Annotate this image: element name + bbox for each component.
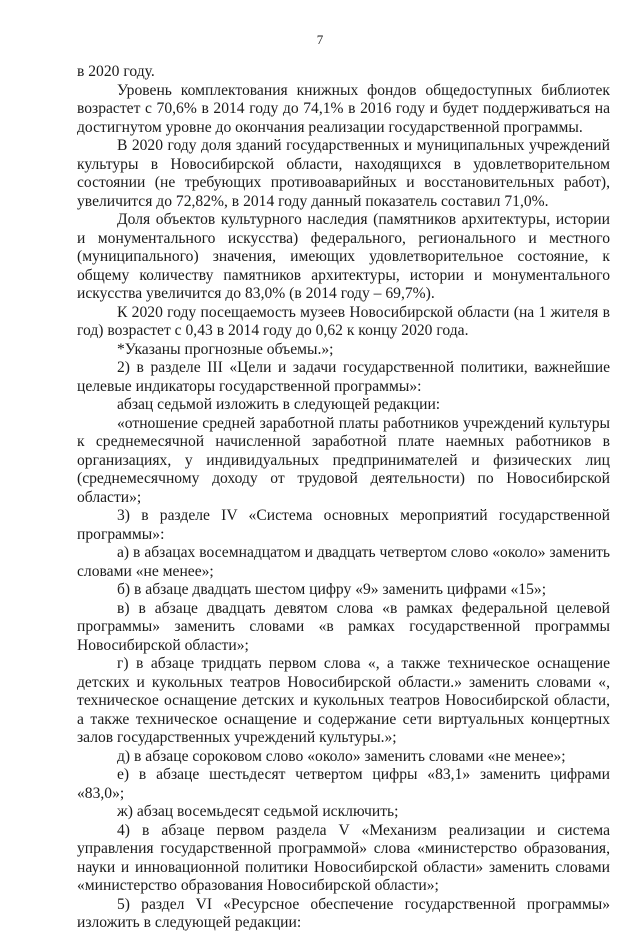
paragraph-forecast-note: *Указаны прогнозные объемы.»;: [117, 340, 334, 358]
paragraph-salary-ratio: «отношение средней заработной платы работников учреждений культуры к среднемесячной начисленной заработной плате наемных работников в организациях, у индивидуальных предпринимателей и физических лиц (среднемесячному доходу от трудовой деятельности) по Новосибирской области»;: [77, 414, 610, 506]
paragraph-library-funds: Уровень комплектования книжных фондов общедоступных библиотек возрастет с 70,6% в 2014 году до 74,1% в 2016 году и будет поддерживаться на достигнутом уровне до окончания реализации государственной программы.: [77, 81, 610, 136]
paragraph-item-zh: ж) абзац восемьдесят седьмой исключить;: [117, 803, 399, 820]
paragraph-section-6: 5) раздел VI «Ресурсное обеспечение государственной программы» изложить в следующей редакции:: [77, 895, 610, 931]
paragraph-section-4: 3) в разделе IV «Система основных мероприятий государственной программы»:: [77, 507, 610, 543]
paragraph-section-5: 4) в абзаце первом раздела V «Механизм реализации и система управления государственной программой» слова «министерство образования, науки и инновационной политики Новосибирской области» заменить словами «министерство образования Новосибирской области»;: [77, 821, 610, 894]
paragraph-heritage-objects: Доля объектов культурного наследия (памятников архитектуры, истории и монументального искусства) федерального, регионального и местного (муниципального) значения, имеющих удовлетворительное состояние, к общему количеству памятников архитектуры, истории и монументального искусства увеличится до 83,0% (в 2014 году – 69,7%).: [77, 211, 610, 302]
paragraph-section-3: 2) в разделе III «Цели и задачи государственной политики, важнейшие целевые индикаторы государственной программы»:: [77, 359, 610, 395]
paragraph-item-e: е) в абзаце шестьдесят четвертом цифры «83,1» заменить цифрами «83,0»;: [77, 766, 610, 802]
document-body: [77, 63, 610, 933]
paragraph-item-v: в) в абзаце двадцать девятом слова «в рамках федеральной целевой программы» заменить словами «в рамках государственной программы Новосибирской области»;: [77, 599, 610, 654]
paragraph-buildings-condition: В 2020 году доля зданий государственных и муниципальных учреждений культуры в Новосибирской области, находящихся в удовлетворительном состоянии (не требующих противоаварийных и восстановительных работ), увеличится до 72,82%, в 2014 году данный показатель составил 71,0%.: [77, 137, 610, 210]
paragraph-item-d: д) в абзаце сороковом слово «около» заменить словами «не менее»;: [117, 747, 566, 765]
page-number: 7: [316, 32, 324, 47]
paragraph-item-a: а) в абзацах восемнадцатом и двадцать четвертом слово «около» заменить словами «не менее»;: [77, 544, 610, 580]
paragraph-museum-attendance: К 2020 году посещаемость музеев Новосибирской области (на 1 жителя в год) возрастет с 0,43 в 2014 году до 0,62 к концу 2020 года.: [77, 303, 610, 339]
paragraph-abzac-seventh: абзац седьмой изложить в следующей редакции:: [117, 396, 441, 413]
paragraph-item-b: б) в абзаце двадцать шестом цифру «9» заменить цифрами «15»;: [117, 581, 547, 598]
paragraph-item-g: г) в абзаце тридцать первом слова «, а также техническое оснащение детских и кукольных театров Новосибирской области.» заменить словами «, техническое оснащение детских и кукольных театров Новосибирской области, а также техническое оснащение и содержание сети виртуальных концертных залов государственных учреждений культуры.»;: [77, 655, 610, 746]
paragraph-continuation: в 2020 году.: [77, 63, 155, 80]
